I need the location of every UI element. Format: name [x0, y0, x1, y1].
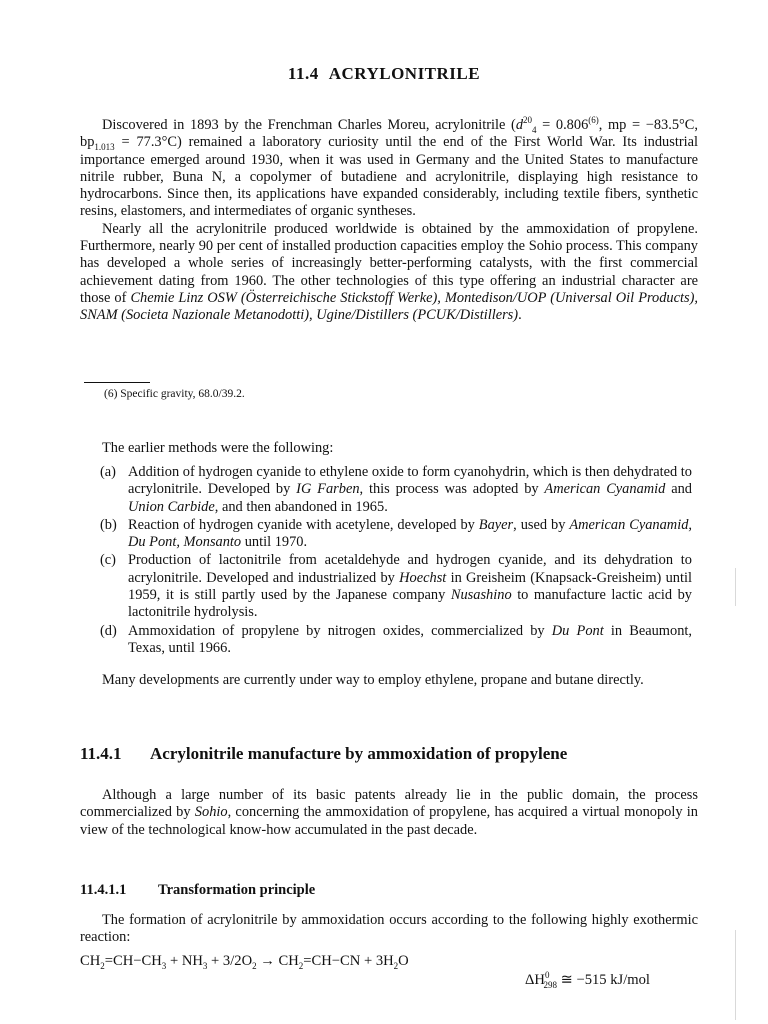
intro-text [80, 117, 698, 325]
density-symbol: d [515, 117, 524, 133]
intro-paragraph-2: Nearly all the acrylonitrile produced worldwide is obtained by the ammoxidation of propylene. Furthermore, nearly 90 per cent of installed production capacities employ the Sohio process. This company has developed a whole series of increasingly better-performing catalysts, with the first commercial achievement dating from 1960. The other technologies of this type offering an industrial character are those of Chemie Linz OSW (Österreichische Stickstoff Werke), Montedison/UOP (Universal Oil Products), SNAM (Societa Nazionale Metanodotti), Ugine/Distillers (PCUK/Distillers). [80, 220, 699, 324]
section-number: 11.4 [287, 64, 319, 83]
subsubsection-title: Transformation principle [158, 882, 316, 898]
earlier-methods-list [100, 464, 692, 658]
subsubsection-heading [80, 882, 315, 899]
reaction-equation: $CH_2=CH-CH_3 + NH_3 + 3/2O_2 \to CH_2=CH-CN + 3H_2O$ [80, 953, 409, 971]
earlier-methods-intro: The earlier methods were the following: [102, 440, 334, 456]
subsubsection-number: 11.4.1.1 [80, 882, 127, 898]
manufacture-paragraph: Although a large number of its basic patents already lie in the public domain, the process commercialized by Sohio, concerning the ammoxidation of propylene, has acquired a virtual monopoly in view of the technological know-how accumulated in the past decade. [80, 787, 698, 838]
subsection-number: 11.4.1 [80, 744, 122, 763]
intro-paragraph-1: Discovered in 1893 by the Frenchman Charles Moreu, acrylonitrile ($d^{20}_4 = 0.806^{(6)}$, mp = −83.5°C, $bp_{1.013} = 77.3^\circ C$) remained a laboratory curiosity until the end of the First World War. Its industrial importance emerged around 1930, when it was used in Germany and the United States to manufacture nitrile rubber, Buna N, a copolymer of butadiene and acrylonitrile, displaying high resistance to hydrocarbons. Since then, its applications have expanded considerably, including textile fibers, synthetic resins, elastomers, and intermediates of organic syntheses. [80, 115, 698, 220]
subsection-heading [80, 744, 567, 764]
scan-edge-mark [735, 568, 736, 606]
list-item: (d) Ammoxidation of propylene by nitrogen oxides, commercialized by Du Pont in Beaumont, Texas, until 1966. [100, 622, 692, 656]
formation-paragraph: The formation of acrylonitrile by ammoxidation occurs according to the following highly exothermic reaction: [80, 912, 698, 946]
list-item: (a) Addition of hydrogen cyanide to ethylene oxide to form cyanohydrin, which is then dehydrated to acrylonitrile. Developed by IG Farben, this process was adopted by American Cyanamid and Union Carbide, and then abandoned in 1965. [100, 464, 692, 515]
footnote-divider [84, 382, 150, 383]
footnote: (6) Specific gravity, 68.0/39.2. [104, 388, 245, 400]
subsection-title: Acrylonitrile manufacture by ammoxidation of propylene [150, 744, 568, 763]
list-item: (c) Production of lactonitrile from acetaldehyde and hydrogen cyanide, and its dehydration to acrylonitrile. Developed and industrialized by Hoechst in Greisheim (Knapsack-Greisheim) until 1959, it is still partly used by the Japanese company Nusashino to manufacture lactic acid by lactonitrile hydrolysis. [100, 552, 692, 621]
list-item: (b) Reaction of hydrogen cyanide with acetylene, developed by Bayer, used by American Cyanamid, Du Pont, Monsanto until 1970. [100, 516, 692, 551]
developments-paragraph: Many developments are currently under way to employ ethylene, propane and butane directly. [102, 672, 644, 688]
section-title [0, 64, 768, 84]
reaction-arrow: → [256, 953, 279, 969]
section-title-text: ACRYLONITRILE [328, 64, 481, 83]
scan-edge-mark [735, 930, 736, 1020]
footnote-ref: (6) [588, 115, 599, 126]
reaction-enthalpy: $\Delta H^0_{298}$ ≅ −515 kJ/mol [525, 970, 650, 990]
company-list: Chemie Linz OSW (Österreichische Stickstoff Werke), Montedison/UOP (Universal Oil Products), SNAM (Societa Nazionale Metanodotti), Ugine/Distillers (PCUK/Distillers) [80, 289, 699, 324]
